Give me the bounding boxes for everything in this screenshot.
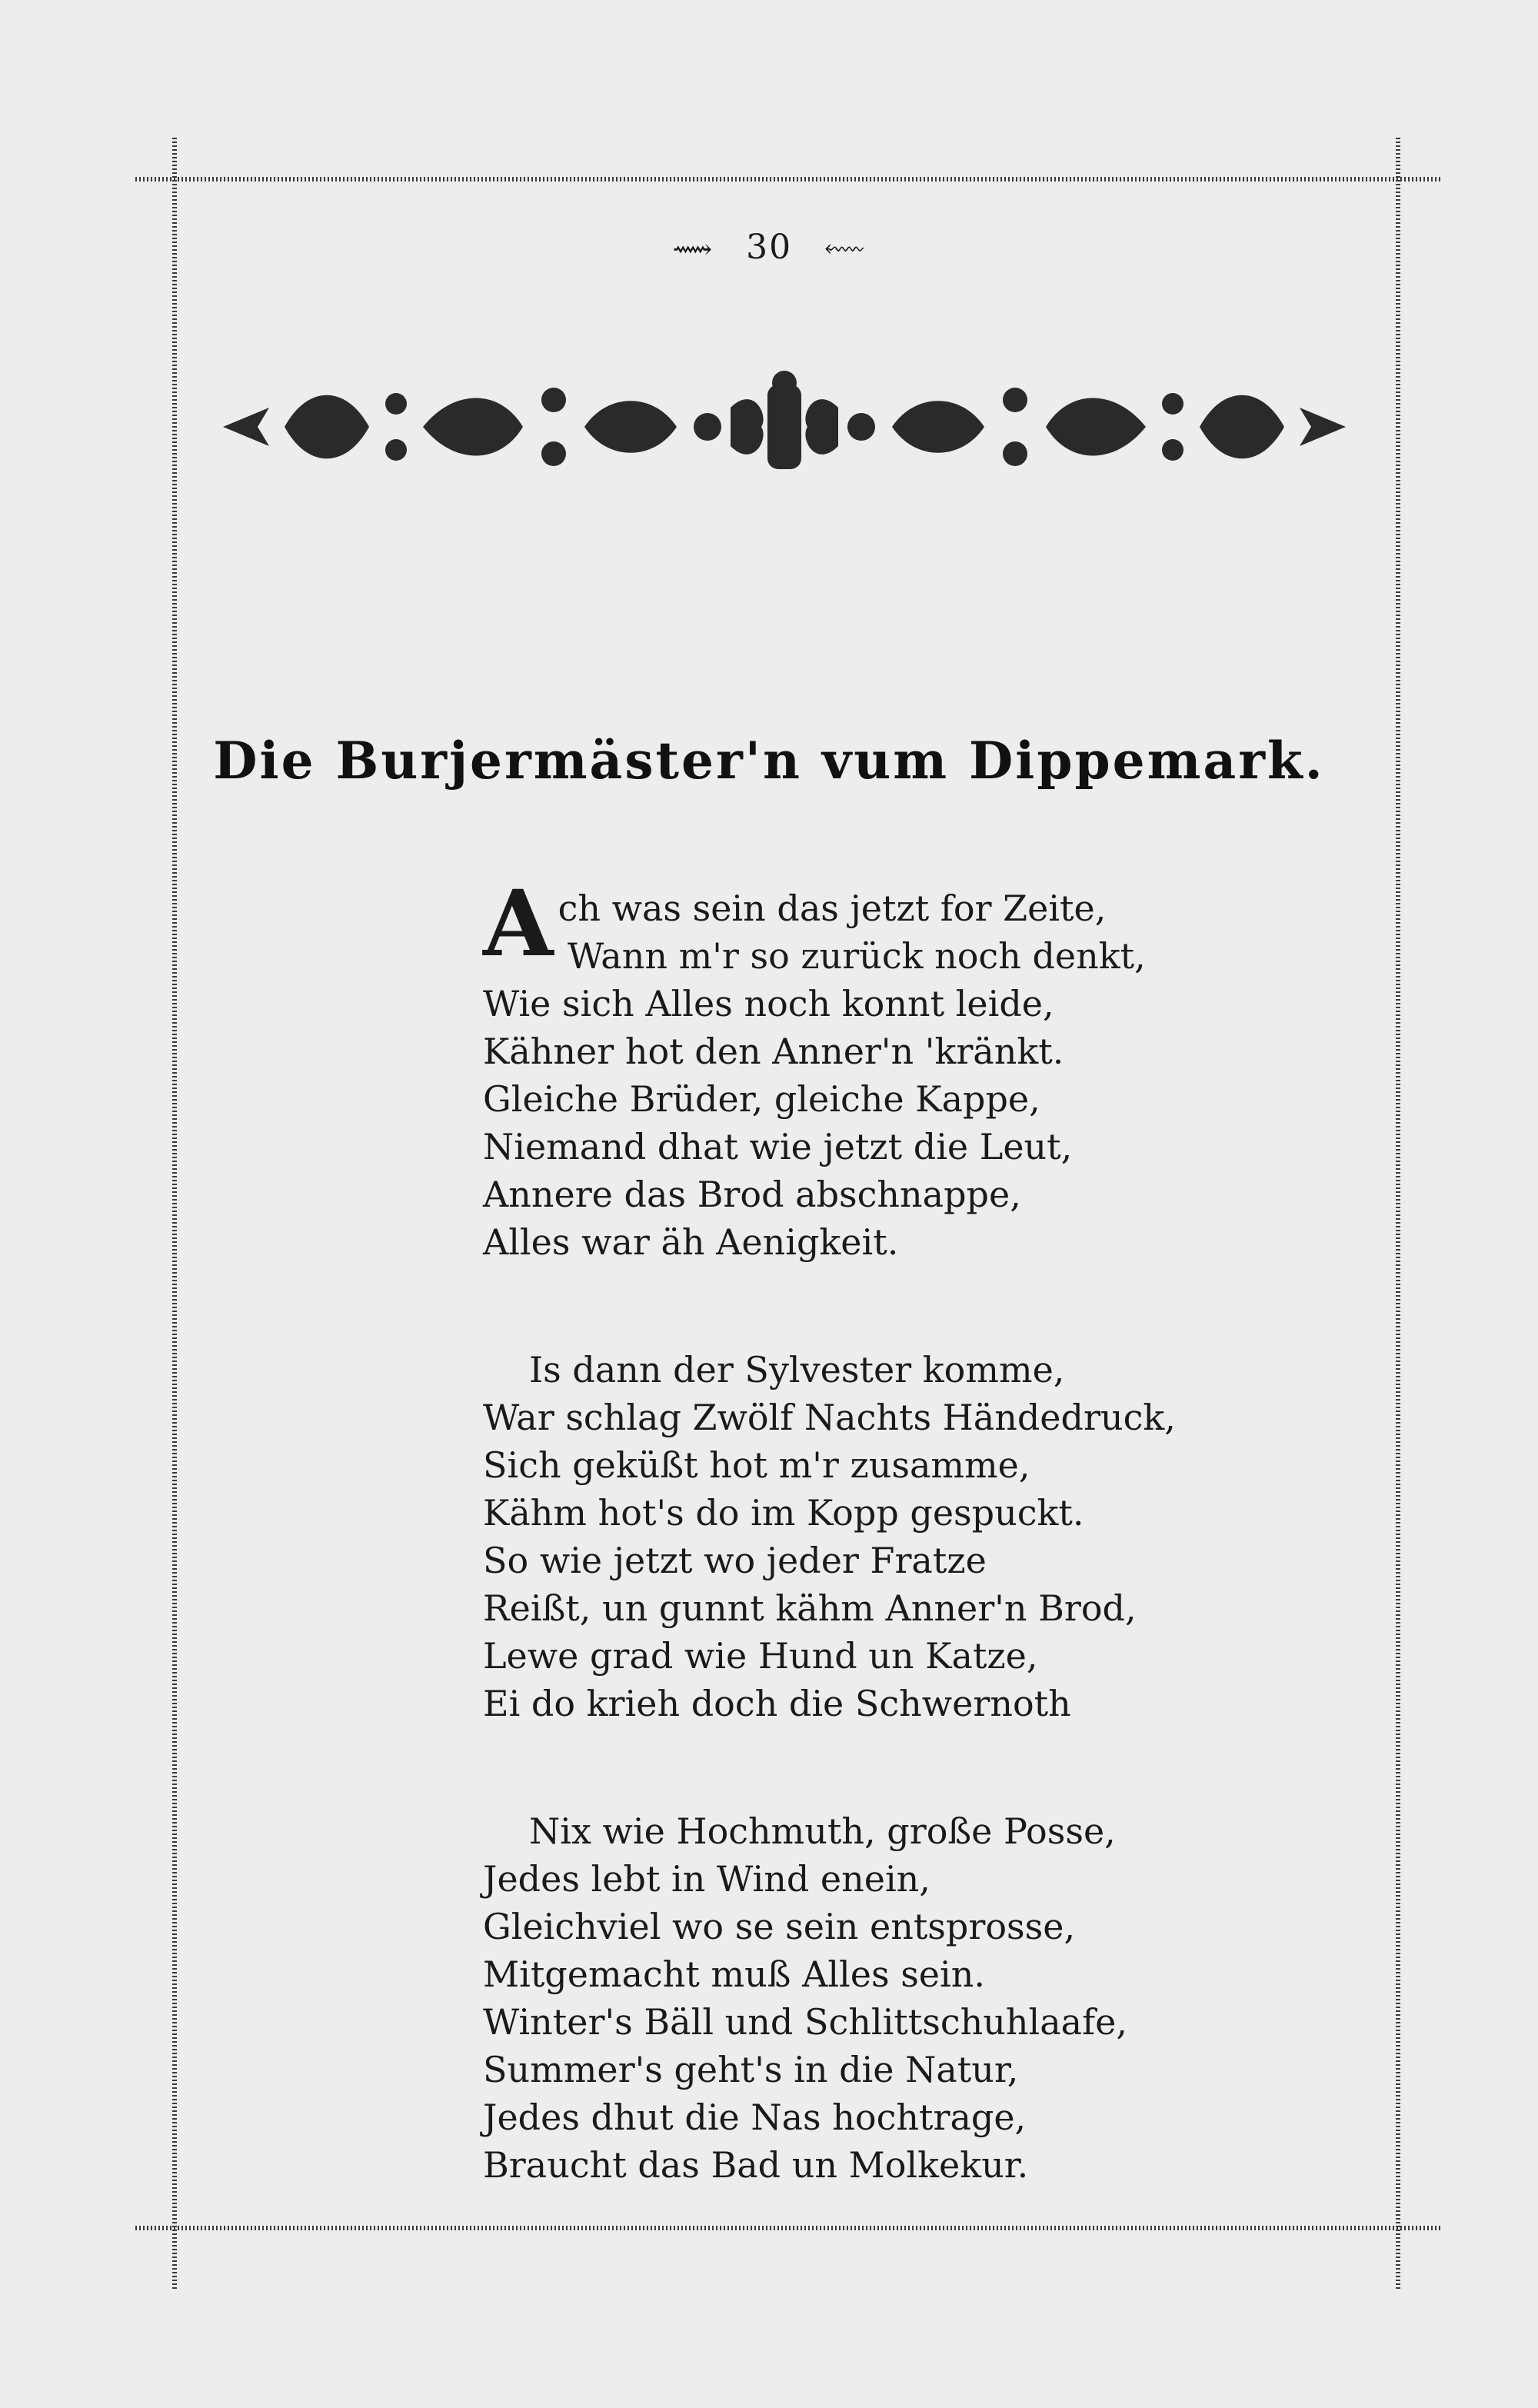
ornament-motif-right bbox=[847, 388, 1284, 466]
poem-line: War schlag Zwölf Nachts Händedruck, bbox=[483, 1397, 1176, 1438]
poem-line: Mitgemacht muß Alles sein. bbox=[483, 1953, 985, 1995]
ornament-center-figure bbox=[731, 371, 838, 469]
ornament-left-tip bbox=[223, 408, 269, 446]
poem-line: Nix wie Hochmuth, große Posse, bbox=[529, 1810, 1116, 1852]
stanza-2 bbox=[483, 1346, 1176, 1727]
ornament-motif-left bbox=[285, 388, 721, 466]
poem-line: Summer's geht's in die Natur, bbox=[483, 2049, 1019, 2090]
poem-line: Jedes dhut die Nas hochtrage, bbox=[483, 2097, 1027, 2138]
poem-line: Wann m'r so zurück noch denkt, bbox=[568, 935, 1146, 977]
stanza-1 bbox=[483, 870, 1160, 1266]
poem-body bbox=[483, 870, 1176, 2189]
frame-right-rule bbox=[1396, 135, 1400, 2289]
frame-top-rule bbox=[135, 177, 1443, 182]
drop-cap-initial: A bbox=[483, 870, 554, 977]
poem-line: Kähm hot's do im Kopp gespuckt. bbox=[483, 1492, 1084, 1534]
poem-line: Lewe grad wie Hund un Katze, bbox=[483, 1635, 1038, 1677]
poem-line: Sich geküßt hot m'r zusamme, bbox=[483, 1444, 1030, 1486]
page-number: 30 bbox=[746, 228, 793, 267]
poem-line: Niemand dhat wie jetzt die Leut, bbox=[483, 1126, 1073, 1167]
poem-line: Reißt, un gunnt kähm Anner'n Brod, bbox=[483, 1587, 1137, 1629]
poem-line: Kähner hot den Anner'n 'kränkt. bbox=[483, 1031, 1064, 1072]
poem-line: Winter's Bäll und Schlittschuhlaafe, bbox=[483, 2001, 1127, 2043]
decorative-header-border bbox=[223, 369, 1346, 485]
page-number-line bbox=[0, 228, 1538, 267]
poem-line: Gleichviel wo se sein entsprosse, bbox=[483, 1906, 1076, 1947]
poem-line: Annere das Brod abschnappe, bbox=[483, 1174, 1021, 1215]
poem-line: Braucht das Bad un Molkekur. bbox=[483, 2144, 1029, 2186]
poem-line: Alles war äh Aenigkeit. bbox=[483, 1221, 899, 1263]
poem-title: Die Burjermäster'n vum Dippemark. bbox=[213, 731, 1325, 791]
poem-line: Ei do krieh doch die Schwernoth bbox=[483, 1683, 1071, 1724]
poem-line: Is dann der Sylvester komme, bbox=[529, 1349, 1065, 1391]
frame-left-rule bbox=[172, 135, 177, 2289]
poem-line: So wie jetzt wo jeder Fratze bbox=[483, 1540, 987, 1581]
poem-line: Wie sich Alles noch konnt leide, bbox=[483, 983, 1054, 1024]
poem-line: Jedes lebt in Wind enein, bbox=[483, 1858, 930, 1900]
page-number-suffix-ornament: ⬳ bbox=[824, 233, 866, 265]
page-number-prefix-ornament: ⟿ bbox=[672, 234, 714, 265]
frame-bottom-rule bbox=[135, 2226, 1443, 2230]
poem-line-text: ch was sein das jetzt for Zeite, bbox=[558, 888, 1107, 929]
stanza-3 bbox=[483, 1807, 1160, 2189]
poem-line: Gleiche Brüder, gleiche Kappe, bbox=[483, 1078, 1040, 1120]
ornament-right-tip bbox=[1300, 408, 1346, 446]
